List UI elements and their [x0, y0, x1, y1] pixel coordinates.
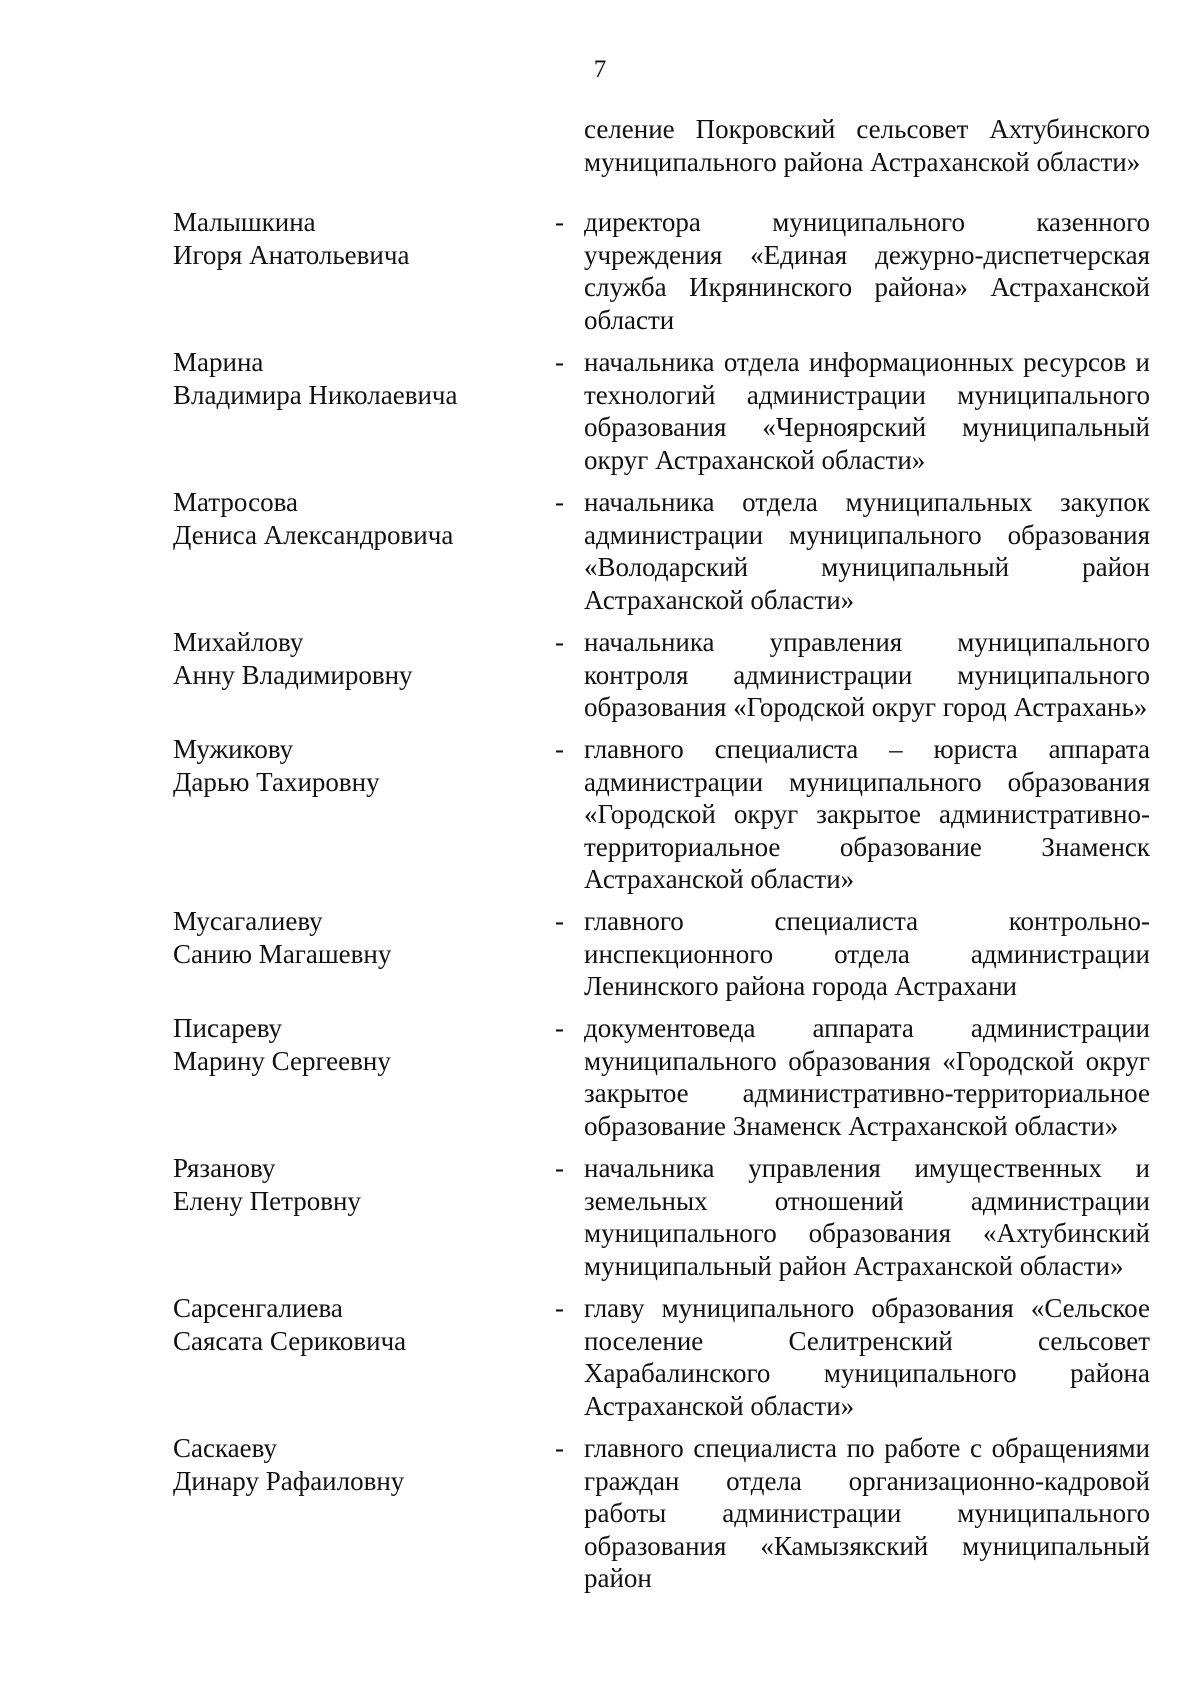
appointee-given-names: Дарью Тахировну [173, 766, 380, 797]
appointee-name [173, 346, 533, 411]
appointee-surname: Писареву [173, 1013, 283, 1043]
appointee-name [173, 1012, 533, 1077]
separator-dash: - [555, 906, 564, 936]
appointee-name [173, 1432, 533, 1497]
appointee-given-names: Саясата Сериковича [173, 1325, 407, 1356]
appointee-surname: Саскаеву [173, 1433, 277, 1463]
separator-dash: - [555, 734, 564, 764]
appointee-position: начальника управления муниципального контроля администрации муниципального образования «Городской округ город Астрахань» [584, 627, 1150, 722]
appointee-position: главного специалиста по работе с обращениями граждан отдела организационно-кадровой работы администрации муниципального образования «Камызякский муниципальный район [584, 1433, 1150, 1593]
appointee-surname: Малышкина [173, 207, 316, 237]
appointee-position: начальника отдела информационных ресурсов и технологий администрации муниципального образования «Черноярский муниципальный округ Астраханской области» [584, 347, 1150, 475]
appointee-given-names: Игоря Анатольевича [173, 239, 410, 270]
separator-dash: - [555, 207, 564, 237]
appointee-given-names: Дениса Александровича [173, 519, 454, 550]
appointee-position: документоведа аппарата администрации муниципального образования «Городской округ закрытое административно-территориальное образование Знаменск Астраханской области» [584, 1013, 1150, 1141]
appointee-given-names: Елену Петровну [173, 1185, 361, 1216]
continuation-text: селение Покровский сельсовет Ахтубинского муниципального района Астраханской области» [584, 114, 1150, 177]
separator-dash: - [555, 347, 564, 377]
appointee-name [173, 733, 533, 798]
separator-dash: - [555, 1153, 564, 1183]
appointee-name [173, 1292, 533, 1357]
separator-dash: - [555, 1293, 564, 1323]
appointee-given-names: Марину Сергеевну [173, 1045, 391, 1076]
appointee-name [173, 626, 533, 691]
appointee-name [173, 1152, 533, 1217]
appointee-given-names: Санию Магашевну [173, 938, 392, 969]
appointee-surname: Матросова [173, 487, 298, 517]
appointee-position: главу муниципального образования «Сельское поселение Селитренский сельсовет Харабалинского муниципального района Астраханской области» [584, 1293, 1150, 1421]
appointee-position: начальника управления имущественных и земельных отношений администрации муниципального образования «Ахтубинский муниципальный район Астраханской области» [584, 1153, 1150, 1281]
appointee-name [173, 905, 533, 970]
separator-dash: - [555, 627, 564, 657]
appointee-given-names: Анну Владимировну [173, 659, 413, 690]
appointee-surname: Мусагалиеву [173, 906, 323, 936]
appointee-position: директора муниципального казенного учреждения «Единая дежурно-диспетчерская служба Икрянинского района» Астраханской области [584, 207, 1150, 335]
appointee-surname: Рязанову [173, 1153, 276, 1183]
appointee-position: главного специалиста – юриста аппарата администрации муниципального образования «Городской округ закрытое административно-территориальное образование Знаменск Астраханской области» [584, 734, 1150, 894]
appointee-given-names: Владимира Николаевича [173, 379, 458, 410]
page-number: 7 [593, 56, 607, 83]
appointee-position: начальника отдела муниципальных закупок администрации муниципального образования «Володарский муниципальный район Астраханской области» [584, 487, 1150, 615]
appointee-surname: Михайлову [173, 627, 304, 657]
appointee-name [173, 486, 533, 551]
separator-dash: - [555, 1433, 564, 1463]
appointee-surname: Мужикову [173, 734, 294, 764]
appointee-given-names: Динару Рафаиловну [173, 1465, 405, 1496]
appointee-name [173, 206, 533, 271]
separator-dash: - [555, 1013, 564, 1043]
separator-dash: - [555, 487, 564, 517]
appointee-position: главного специалиста контрольно-инспекционного отдела администрации Ленинского района города Астрахани [584, 906, 1150, 1001]
appointee-surname: Марина [173, 347, 264, 377]
appointee-surname: Сарсенгалиева [173, 1293, 343, 1323]
